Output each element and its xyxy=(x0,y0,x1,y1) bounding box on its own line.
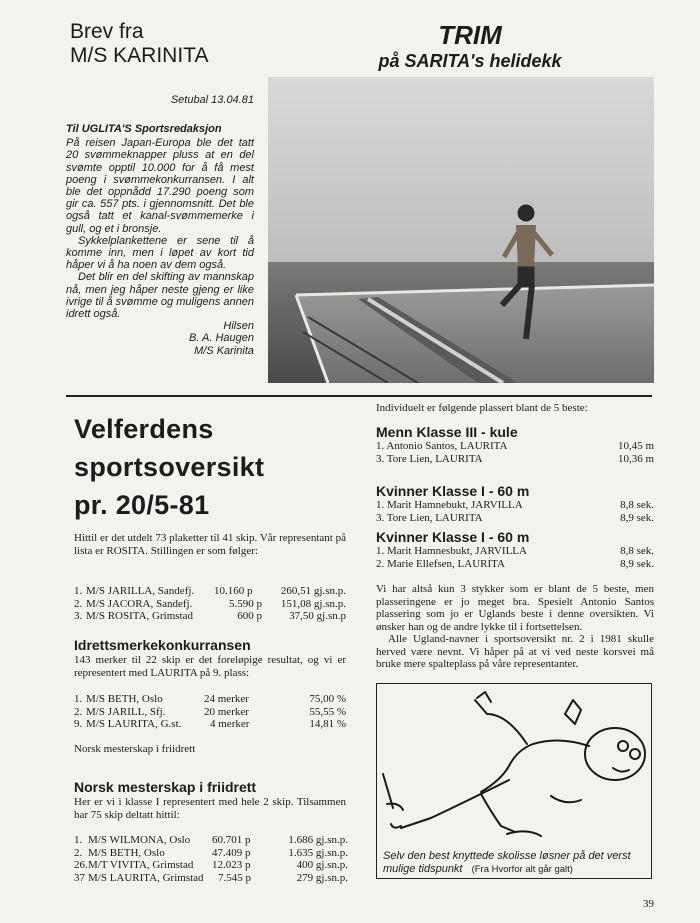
letter-paragraph: Sykkelplankettene er sene til å komme inn, men i løpet av kort tid håper vi å ha noen av dem også. xyxy=(66,234,254,272)
letter-dateline: Setubal 13.04.81 xyxy=(170,94,254,106)
list-item: 1. Antonio Santos, LAURITA 10,45 m xyxy=(376,440,654,452)
main-title xyxy=(74,410,264,524)
list-item: 3. Tore Lien, LAURITA 10,36 m xyxy=(376,452,654,465)
nm-heading: Norsk mesterskap i friidrett xyxy=(74,779,257,795)
nm-table xyxy=(74,834,348,884)
closing-paragraph: Vi har altså kun 3 stykker som er blant de 5 beste, men plasseringene er jo meget bra. Spesielt Antonio Santos plassering som jo er Uglands beste i denne oversikten. Vi ønsker han og de andre lykke til i fortsettelsen. xyxy=(376,583,654,633)
idretts-text xyxy=(74,654,346,679)
intro-text: Hittil er det utdelt 73 plaketter til 41 skip. Vår representant på lista er ROSITA. Stillingen er som følger: xyxy=(74,532,346,557)
table-row: 9. M/S LAURITA, G.st. 4 merker 14,81 % xyxy=(74,718,346,730)
tripping-runner-cartoon xyxy=(377,684,650,844)
table-row: 37 M/S LAURITA, Grimstad 7.545 p 279 gj.sn.p. xyxy=(74,871,348,884)
main-title-line3: pr. 20/5-81 xyxy=(74,490,210,520)
cartoon-caption xyxy=(383,850,645,876)
table-row: 1. M/S WILMONA, Oslo 60.701 p 1.686 gj.sn.p. xyxy=(74,834,348,846)
table-row: 26. M/T VIVITA, Grimstad 12.023 p 400 gj.sn.p. xyxy=(74,859,348,871)
main-title-line1: Velferdens xyxy=(74,414,214,444)
nm-text xyxy=(74,796,346,821)
letter-signature-name: B. A. Haugen xyxy=(188,332,254,345)
letter-heading: Til UGLITA'S Sportsredaksjon xyxy=(66,123,222,135)
group-rows xyxy=(376,499,654,524)
plaketter-table xyxy=(74,585,346,623)
masthead-right xyxy=(330,20,610,72)
table-row: 2. M/S JARILL, Sfj. 20 merker 55,55 % xyxy=(74,705,346,718)
letter-paragraph: Det blir en del skifting av mannskap nå, men jeg håper neste gjeng er like ivrige til å svømme og muligens annen idrett også. xyxy=(66,271,254,321)
table-row: 2. M/S JACORA, Sandefj. 5.590 p 151,08 gj.sn.p. xyxy=(74,597,346,610)
group-heading: Kvinner Klasse I - 60 m xyxy=(376,483,530,499)
individuelt-intro: Individuelt er følgende plassert blant de 5 beste: xyxy=(376,402,588,414)
list-item: 1. Marit Hamnesbukt, JARVILLA 8,8 sek. xyxy=(376,545,654,557)
main-title-line2: sportsoversikt xyxy=(74,452,265,482)
table-row: 3. M/S ROSITA, Grimstad 600 p 37,50 gj.sn.p xyxy=(74,610,346,622)
letter-signoff: Hilsen xyxy=(223,320,254,333)
group-rows xyxy=(376,545,654,570)
list-item: 1. Marit Hamnebukt, JARVILLA 8,8 sek. xyxy=(376,499,654,511)
idretts-heading: Idrettsmerkekonkurransen xyxy=(74,637,251,653)
masthead-left-line2: M/S KARINITA xyxy=(70,44,209,67)
page-number: 39 xyxy=(643,898,654,910)
letter-signature-ship: M/S Karinita xyxy=(194,344,254,357)
group-rows xyxy=(376,440,654,465)
masthead-right-title: TRIM xyxy=(438,20,502,50)
letter-paragraph: På reisen Japan-Europa ble det tatt 20 svømmeknapper pluss at en del svømte opptil 10.000 for å få mest poeng i svømmekonkurransen. I alt ble det oppnådd 17.290 poeng som gir ca. 557 pts. i gjennomsnitt. Det ble også tatt et kanal-svømmemerke i gull, og et i bronsje. xyxy=(66,137,254,235)
section-divider xyxy=(66,395,652,397)
helideck-photo xyxy=(268,77,654,383)
table-row: 2. M/S BETH, Oslo 47.409 p 1.635 gj.sn.p. xyxy=(74,846,348,859)
closing-text xyxy=(376,583,654,671)
table-row: 1. M/S JARILLA, Sandefj. 10.160 p 260,51 gj.sn.p. xyxy=(74,585,346,597)
closing-paragraph: Alle Ugland-navner i sportsoversikt nr. 2 i 1981 skulle herved være nevnt. Vi håper på at vi ved neste korsvei må bruke mere spalteplass på våre representanter. xyxy=(376,633,654,670)
intro-paragraph xyxy=(74,532,346,557)
list-item: 3. Tore Lien, LAURITA 8,9 sek. xyxy=(376,511,654,524)
list-item: 2. Marie Ellefsen, LAURITA 8,9 sek. xyxy=(376,557,654,570)
masthead-left xyxy=(70,20,208,68)
group-heading: Menn Klasse III - kule xyxy=(376,424,518,440)
idretts-table xyxy=(74,693,346,731)
idretts-paragraph: 143 merker til 22 skip er det foreløpige resultat, og vi er representert med LAURITA på 9. plass: xyxy=(74,654,346,679)
group-heading: Kvinner Klasse I - 60 m xyxy=(376,529,530,545)
nm-paragraph: Her er vi i klasse I representert med hele 2 skip. Tilsammen har 75 skip deltatt hittil: xyxy=(74,796,346,821)
caption-credit: (Fra Hvorfor alt går galt) xyxy=(471,863,573,875)
idretts-footer: Norsk mesterskap i friidrett xyxy=(74,743,196,755)
masthead-left-line1: Brev fra xyxy=(70,20,144,43)
table-row: 1. M/S BETH, Oslo 24 merker 75,00 % xyxy=(74,693,346,705)
letter-column xyxy=(66,123,254,357)
caption-text: Selv den best knyttede skolisse løsner på det verst mulige tidspunkt xyxy=(383,850,631,875)
masthead-right-subtitle: på SARITA's helidekk xyxy=(378,51,562,71)
